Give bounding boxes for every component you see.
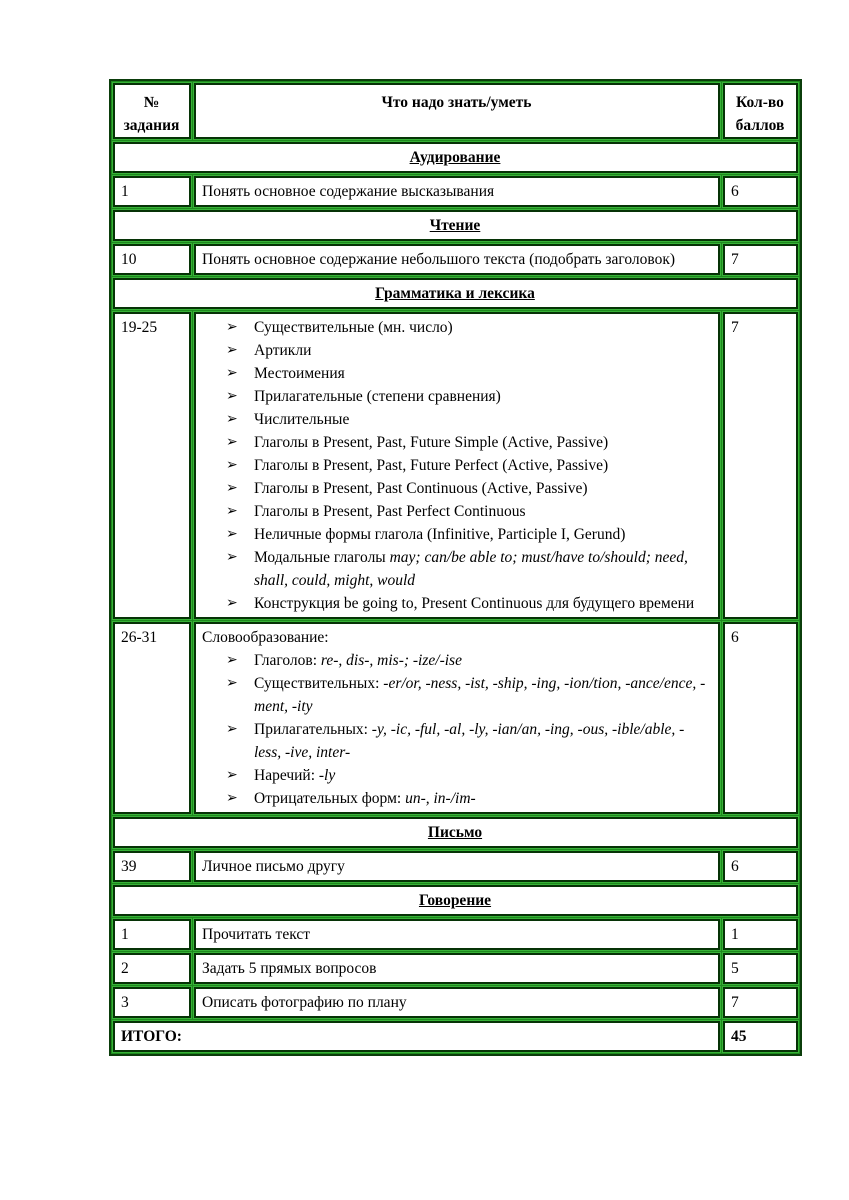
task-description: Задать 5 прямых вопросов: [194, 953, 720, 984]
list-item: ➢ Местоимения: [226, 362, 711, 385]
task-points: 6: [723, 622, 798, 814]
arrow-bullet-icon: ➢: [226, 596, 238, 611]
task-points: 6: [723, 176, 798, 207]
section-writing: [113, 817, 798, 848]
task-number: 1: [113, 176, 191, 207]
arrow-bullet-icon: ➢: [226, 722, 238, 737]
word-formation-list: [202, 649, 711, 810]
section-title: Грамматика и лексика: [113, 278, 798, 309]
section-reading: [113, 210, 798, 241]
list-item: ➢ Глаголы в Present, Past, Future Perfect (Active, Passive): [226, 454, 711, 477]
arrow-bullet-icon: ➢: [226, 791, 238, 806]
list-item: ➢ Артикли: [226, 339, 711, 362]
arrow-bullet-icon: ➢: [226, 504, 238, 519]
section-title: Аудирование: [113, 142, 798, 173]
task-number: 10: [113, 244, 191, 275]
task-description: Личное письмо другу: [194, 851, 720, 882]
arrow-bullet-icon: ➢: [226, 676, 238, 691]
list-item: ➢ Глаголов: re-, dis-, mis-; -ize/-ise: [226, 649, 711, 672]
total-value: 45: [723, 1021, 798, 1052]
header-requirements: Что надо знать/уметь: [194, 83, 720, 139]
list-item: ➢ Числительные: [226, 408, 711, 431]
list-item: ➢ Отрицательных форм: un-, in-/im-: [226, 787, 711, 810]
table-row: [113, 919, 798, 950]
arrow-bullet-icon: ➢: [226, 768, 238, 783]
list-item: ➢ Наречий: -ly: [226, 764, 711, 787]
task-description: Описать фотографию по плану: [194, 987, 720, 1018]
list-item: ➢ Существительных: -er/or, -ness, -ist, -ship, -ing, -ion/tion, -ance/ence, -ment, -ity: [226, 672, 711, 718]
total-label: ИТОГО:: [113, 1021, 720, 1052]
task-description: [194, 622, 720, 814]
list-item: ➢ Существительные (мн. число): [226, 316, 711, 339]
task-number: 39: [113, 851, 191, 882]
task-number: 19-25: [113, 312, 191, 619]
task-points: 6: [723, 851, 798, 882]
task-points: 5: [723, 953, 798, 984]
arrow-bullet-icon: ➢: [226, 435, 238, 450]
list-item: ➢ Глаголы в Present, Past Continuous (Active, Passive): [226, 477, 711, 500]
table-row: [113, 312, 798, 619]
header-row: [113, 83, 798, 139]
task-number: 1: [113, 919, 191, 950]
task-points: 7: [723, 987, 798, 1018]
table-row: [113, 851, 798, 882]
table-row: [113, 176, 798, 207]
task-description: Прочитать текст: [194, 919, 720, 950]
task-points: 7: [723, 244, 798, 275]
list-item: ➢ Глаголы в Present, Past Perfect Continuous: [226, 500, 711, 523]
task-description: [194, 312, 720, 619]
task-number: 26-31: [113, 622, 191, 814]
task-description: Понять основное содержание небольшого текста (подобрать заголовок): [194, 244, 720, 275]
task-points: 7: [723, 312, 798, 619]
arrow-bullet-icon: ➢: [226, 458, 238, 473]
table-row: [113, 622, 798, 814]
section-title: Говорение: [113, 885, 798, 916]
list-item: ➢ Прилагательные (степени сравнения): [226, 385, 711, 408]
table-row: [113, 953, 798, 984]
list-item: ➢ Прилагательных: -y, -ic, -ful, -al, -ly, -ian/an, -ing, -ous, -ible/able, -less, -ive, inter-: [226, 718, 711, 764]
task-number: 3: [113, 987, 191, 1018]
list-item: ➢ Модальные глаголы may; can/be able to; must/have to/should; need, shall, could, might, would: [226, 546, 711, 592]
word-formation-intro: Словообразование:: [202, 629, 329, 646]
header-points: Кол-во баллов: [723, 83, 798, 139]
arrow-bullet-icon: ➢: [226, 653, 238, 668]
table-row: [113, 244, 798, 275]
header-task-number: № задания: [113, 83, 191, 139]
arrow-bullet-icon: ➢: [226, 389, 238, 404]
arrow-bullet-icon: ➢: [226, 343, 238, 358]
arrow-bullet-icon: ➢: [226, 412, 238, 427]
section-title: Письмо: [113, 817, 798, 848]
task-description: Понять основное содержание высказывания: [194, 176, 720, 207]
total-row: [113, 1021, 798, 1052]
table-row: [113, 987, 798, 1018]
arrow-bullet-icon: ➢: [226, 550, 238, 565]
arrow-bullet-icon: ➢: [226, 527, 238, 542]
section-grammar: [113, 278, 798, 309]
section-title: Чтение: [113, 210, 798, 241]
arrow-bullet-icon: ➢: [226, 481, 238, 496]
grammar-topic-list: [202, 316, 711, 615]
task-points: 1: [723, 919, 798, 950]
list-item: ➢ Конструкция be going to, Present Continuous для будущего времени: [226, 592, 711, 615]
section-speaking: [113, 885, 798, 916]
points-table: [109, 79, 802, 1056]
arrow-bullet-icon: ➢: [226, 366, 238, 381]
arrow-bullet-icon: ➢: [226, 320, 238, 335]
list-item: ➢ Глаголы в Present, Past, Future Simple (Active, Passive): [226, 431, 711, 454]
task-number: 2: [113, 953, 191, 984]
list-item: ➢ Неличные формы глагола (Infinitive, Participle I, Gerund): [226, 523, 711, 546]
section-listening: [113, 142, 798, 173]
